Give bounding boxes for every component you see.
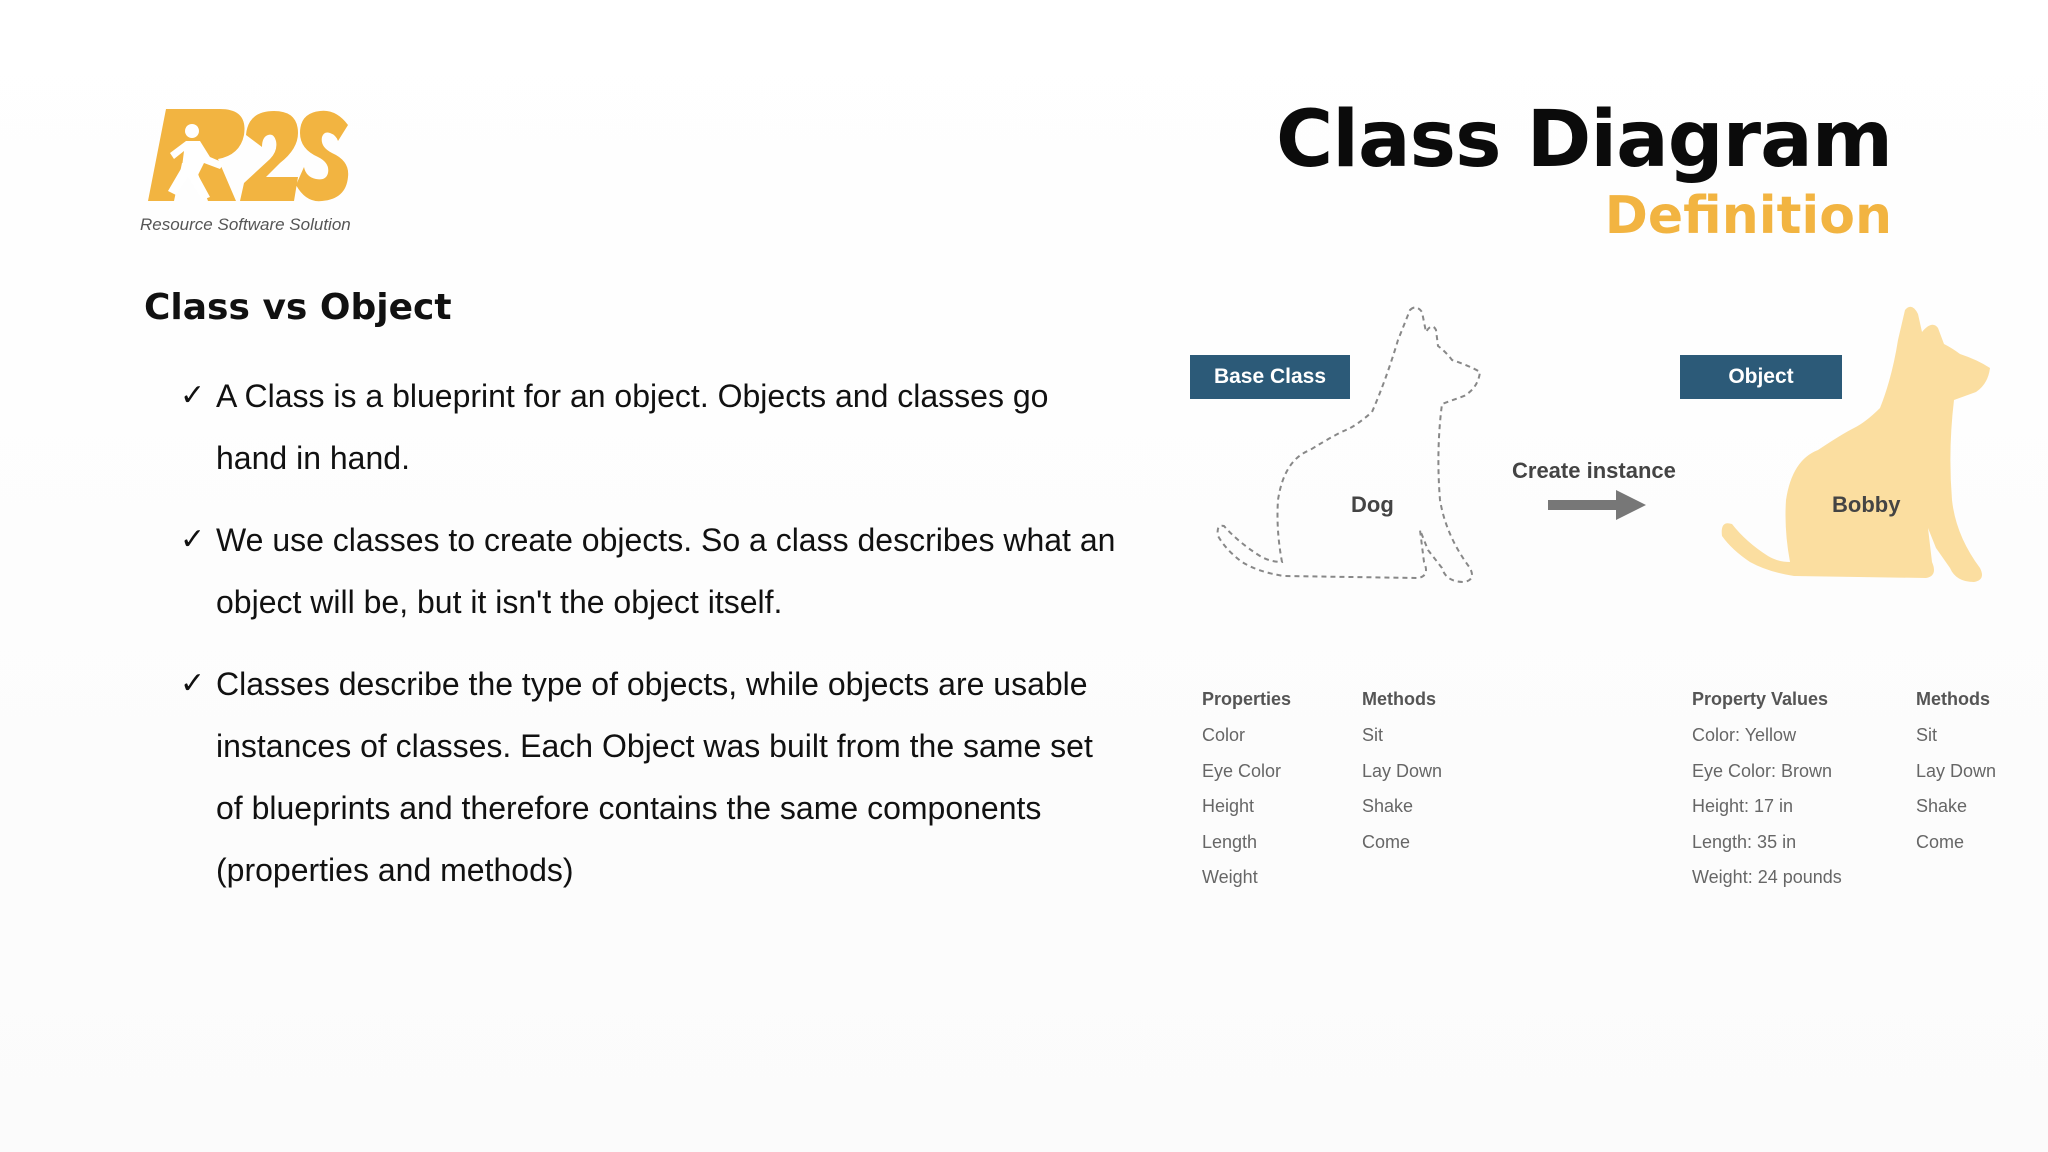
list-item: Come [1916, 831, 1965, 852]
class-object-diagram [1180, 300, 2040, 920]
create-instance-label: Create instance [1512, 458, 1676, 483]
section-heading: Class vs Object [144, 287, 452, 328]
list-item: Lay Down [1916, 760, 1997, 781]
bullet-text: Classes describe the type of objects, while objects are usable instances of classes. Each Object was built from the same set of blueprints and therefore contains the same components (properties and methods) [216, 666, 1093, 888]
list-item: Length [1202, 831, 1258, 852]
class-methods-column [1362, 686, 1442, 864]
column-header: Property Values [1692, 689, 1829, 709]
list-item: Length: 35 in [1692, 831, 1797, 852]
bullet-list [180, 365, 1120, 921]
object-methods-column [1916, 686, 1996, 864]
base-class-tag: Base Class [1190, 355, 1350, 399]
list-item: Weight [1202, 867, 1258, 887]
check-icon: ✓ [180, 523, 206, 556]
list-item: Come [1362, 831, 1411, 852]
check-icon: ✓ [180, 379, 206, 412]
list-item: Shake [1362, 796, 1414, 816]
list-item: Sit [1916, 725, 1938, 745]
dog-filled-icon [1722, 307, 1990, 582]
list-item: Eye Color: Brown [1692, 760, 1833, 781]
bullet-text: We use classes to create objects. So a class describes what an object will be, but it isn't the object itself. [216, 522, 1116, 620]
logo-tagline: Resource Software Solution [140, 215, 351, 234]
list-item: Weight: 24 pounds [1692, 867, 1842, 887]
object-property-values-column [1692, 686, 1842, 900]
list-item: Color: Yellow [1692, 725, 1797, 745]
list-item: Eye Color [1202, 760, 1282, 781]
column-header: Methods [1362, 689, 1436, 709]
check-icon: ✓ [180, 667, 206, 700]
object-tag: Object [1680, 355, 1842, 399]
class-dog-label: Dog [1351, 492, 1394, 517]
company-logo [140, 105, 380, 245]
class-properties-column [1202, 686, 1291, 900]
slide-subtitle: Definition [1604, 186, 1892, 246]
list-item: Height: 17 in [1692, 796, 1794, 816]
column-header: Properties [1202, 689, 1292, 709]
list-item: Color [1202, 725, 1246, 745]
slide-title: Class Diagram [1276, 95, 1892, 185]
list-item: Height [1202, 796, 1255, 816]
bullet-item [180, 653, 1120, 901]
list-item: Lay Down [1362, 760, 1443, 781]
list-item: Sit [1362, 725, 1384, 745]
bullet-text: A Class is a blueprint for an object. Objects and classes go hand in hand. [216, 378, 1049, 476]
bullet-item [180, 365, 1120, 489]
r2s-logo-mark [140, 105, 350, 205]
bullet-item [180, 509, 1120, 633]
object-dog-label: Bobby [1832, 492, 1901, 517]
dog-outline-icon [1218, 307, 1480, 582]
list-item: Shake [1916, 796, 1968, 816]
column-header: Methods [1916, 689, 1990, 709]
arrow-right-icon [1548, 490, 1646, 520]
